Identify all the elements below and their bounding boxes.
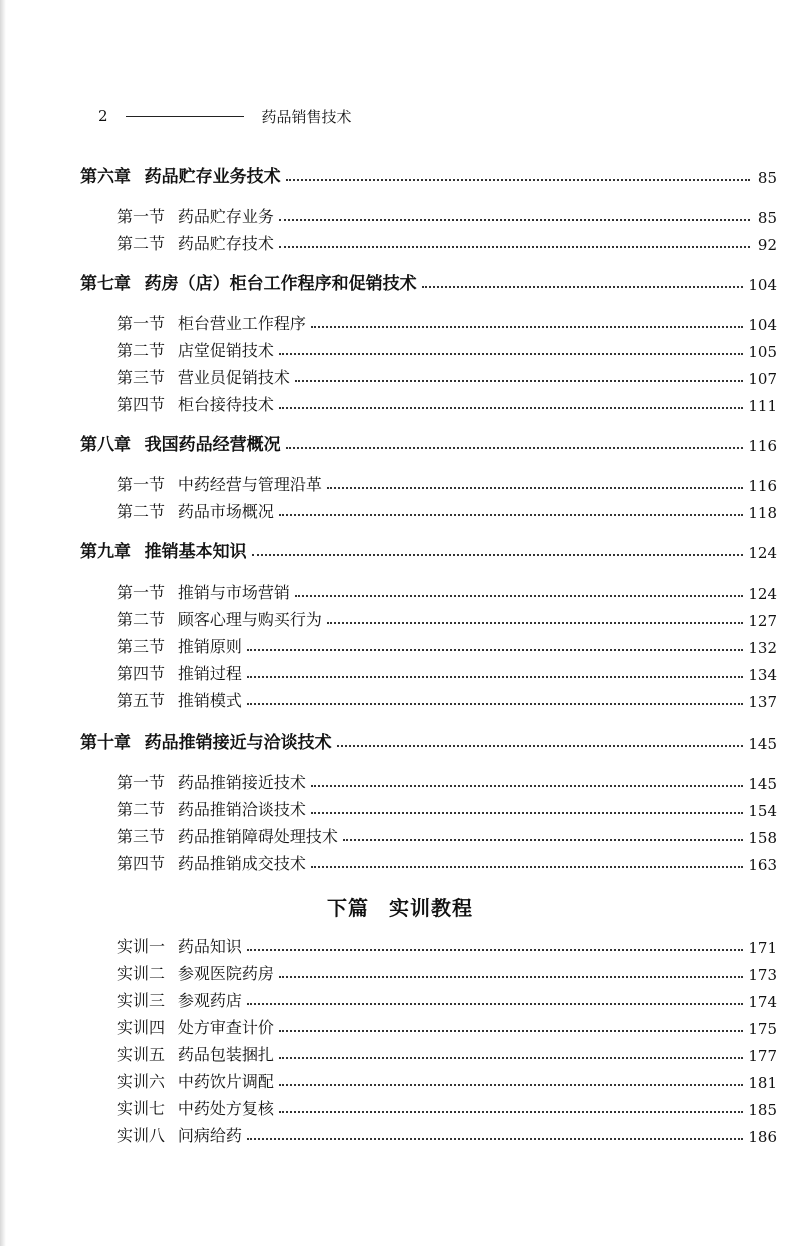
section-title: 推销模式	[177, 691, 242, 710]
section-number: 第四节	[117, 664, 166, 683]
toc-training	[117, 960, 777, 984]
training-title: 药品包装捆扎	[177, 1045, 274, 1064]
section-number: 第一节	[117, 314, 166, 333]
dot-leader	[311, 812, 744, 814]
toc-section	[117, 498, 777, 522]
training-title: 中药处方复核	[177, 1099, 274, 1118]
section-title: 推销过程	[177, 664, 242, 683]
section-number: 第四节	[117, 854, 166, 873]
section-number: 第四节	[117, 395, 166, 414]
toc-section	[117, 364, 777, 388]
section-title: 顾客心理与购买行为	[177, 610, 322, 629]
dot-leader	[286, 447, 744, 449]
page-ref: 145	[748, 735, 777, 753]
page-ref: 124	[748, 544, 777, 562]
training-number: 实训三	[117, 991, 166, 1010]
dot-leader	[247, 649, 744, 651]
section-number: 第二节	[117, 341, 166, 360]
training-title: 参观药店	[177, 991, 242, 1010]
section-title: 药品贮存业务	[177, 207, 274, 226]
toc-section	[117, 203, 777, 227]
dot-leader	[247, 1003, 744, 1005]
part-label: 下篇	[327, 896, 369, 920]
toc-chapter	[80, 431, 777, 455]
dot-leader	[247, 676, 744, 678]
page-ref: 118	[748, 504, 777, 522]
page-ref: 111	[748, 397, 777, 415]
page-ref: 116	[748, 477, 777, 495]
section-title: 药品推销障碍处理技术	[177, 827, 338, 846]
section-number: 第一节	[117, 773, 166, 792]
dot-leader	[279, 1111, 744, 1113]
dot-leader	[279, 1030, 744, 1032]
page-ref: 116	[748, 437, 777, 455]
toc-section	[117, 769, 777, 793]
toc-chapter	[80, 729, 777, 753]
dot-leader	[279, 219, 750, 221]
toc-training	[117, 1068, 777, 1092]
toc-section	[117, 633, 777, 657]
toc-training	[117, 1041, 777, 1065]
section-title: 药品贮存技术	[177, 234, 274, 253]
section-title: 中药经营与管理沿革	[177, 475, 322, 494]
chapter-title: 我国药品经营概况	[144, 435, 281, 455]
part-title: 实训教程	[389, 896, 473, 920]
dot-leader	[422, 286, 744, 288]
training-number: 实训一	[117, 937, 166, 956]
page-ref: 145	[748, 775, 777, 793]
section-title: 药品推销接近技术	[177, 773, 306, 792]
page-ref: 163	[748, 856, 777, 874]
toc-chapter	[80, 270, 777, 294]
page-ref: 171	[748, 939, 777, 957]
toc-section	[117, 796, 777, 820]
chapter-number: 第九章	[80, 542, 131, 562]
toc-training	[117, 1122, 777, 1146]
page-ref: 127	[748, 612, 777, 630]
page-ref: 173	[748, 966, 777, 984]
chapter-title: 药房（店）柜台工作程序和促销技术	[144, 274, 417, 294]
section-number: 第三节	[117, 637, 166, 656]
dot-leader	[311, 785, 744, 787]
training-title: 处方审查计价	[177, 1018, 274, 1037]
book-title: 药品销售技术	[261, 107, 352, 126]
chapter-title: 药品贮存业务技术	[144, 167, 281, 187]
training-number: 实训七	[117, 1099, 166, 1118]
page-ref: 158	[748, 829, 777, 847]
section-title: 柜台营业工作程序	[177, 314, 306, 333]
section-title: 店堂促销技术	[177, 341, 274, 360]
page-ref: 124	[748, 585, 777, 603]
section-number: 第二节	[117, 800, 166, 819]
training-number: 实训八	[117, 1126, 166, 1145]
dot-leader	[295, 595, 744, 597]
section-title: 柜台接待技术	[177, 395, 274, 414]
chapter-title: 推销基本知识	[144, 542, 247, 562]
dot-leader	[327, 622, 744, 624]
section-number: 第二节	[117, 234, 166, 253]
toc-section	[117, 391, 777, 415]
section-title: 推销原则	[177, 637, 242, 656]
dot-leader	[337, 745, 744, 747]
section-number: 第三节	[117, 368, 166, 387]
chapter-number: 第十章	[80, 733, 131, 753]
page-ref: 104	[748, 276, 777, 294]
dot-leader	[279, 353, 744, 355]
chapter-number: 第八章	[80, 435, 131, 455]
dot-leader	[279, 407, 744, 409]
page-ref: 92	[757, 236, 777, 254]
section-title: 药品推销洽谈技术	[177, 800, 306, 819]
chapter-number: 第七章	[80, 274, 131, 294]
page-ref: 177	[748, 1047, 777, 1065]
training-title: 药品知识	[177, 937, 242, 956]
page-number: 2	[98, 107, 108, 125]
toc-training	[117, 1014, 777, 1038]
training-title: 问病给药	[177, 1126, 242, 1145]
toc-training	[117, 1095, 777, 1119]
training-number: 实训四	[117, 1018, 166, 1037]
page-ref: 104	[748, 316, 777, 334]
section-number: 第一节	[117, 207, 166, 226]
dot-leader	[343, 839, 744, 841]
toc-section	[117, 310, 777, 334]
dot-leader	[311, 326, 744, 328]
page-ref: 137	[748, 693, 777, 711]
page-ref: 181	[748, 1074, 777, 1092]
section-number: 第一节	[117, 475, 166, 494]
dot-leader	[247, 949, 744, 951]
section-title: 推销与市场营销	[177, 583, 290, 602]
training-title: 中药饮片调配	[177, 1072, 274, 1091]
chapter-number: 第六章	[80, 167, 131, 187]
page-ref: 85	[757, 209, 777, 227]
toc-section	[117, 660, 777, 684]
toc-section	[117, 471, 777, 495]
page-ref: 154	[748, 802, 777, 820]
toc-section	[117, 823, 777, 847]
toc-section	[117, 230, 777, 254]
section-number: 第三节	[117, 827, 166, 846]
dot-leader	[311, 866, 744, 868]
training-title: 参观医院药房	[177, 964, 274, 983]
dot-leader	[286, 179, 750, 181]
dot-leader	[247, 703, 744, 705]
dot-leader	[295, 380, 744, 382]
section-number: 第二节	[117, 502, 166, 521]
part-heading	[0, 892, 800, 921]
toc-section	[117, 850, 777, 874]
page-ref: 186	[748, 1128, 777, 1146]
section-title: 药品推销成交技术	[177, 854, 306, 873]
page-ref: 174	[748, 993, 777, 1011]
dot-leader	[279, 246, 750, 248]
toc-training	[117, 933, 777, 957]
dot-leader	[279, 1057, 744, 1059]
dot-leader	[279, 976, 744, 978]
toc-training	[117, 987, 777, 1011]
page-ref: 107	[748, 370, 777, 388]
page-ref: 134	[748, 666, 777, 684]
training-number: 实训五	[117, 1045, 166, 1064]
section-title: 营业员促销技术	[177, 368, 290, 387]
toc-section	[117, 337, 777, 361]
chapter-title: 药品推销接近与洽谈技术	[144, 733, 332, 753]
toc-chapter	[80, 163, 777, 187]
page-ref: 105	[748, 343, 777, 361]
page-ref: 132	[748, 639, 777, 657]
page-ref: 175	[748, 1020, 777, 1038]
dot-leader	[279, 1084, 744, 1086]
toc-chapter	[80, 538, 777, 562]
dot-leader	[327, 487, 744, 489]
page-ref: 85	[757, 169, 777, 187]
section-title: 药品市场概况	[177, 502, 274, 521]
toc-section	[117, 687, 777, 711]
toc-section	[117, 579, 777, 603]
dot-leader	[279, 514, 744, 516]
page-ref: 185	[748, 1101, 777, 1119]
toc-section	[117, 606, 777, 630]
section-number: 第一节	[117, 583, 166, 602]
training-number: 实训六	[117, 1072, 166, 1091]
dot-leader	[252, 554, 744, 556]
training-number: 实训二	[117, 964, 166, 983]
section-number: 第五节	[117, 691, 166, 710]
section-number: 第二节	[117, 610, 166, 629]
dot-leader	[247, 1138, 744, 1140]
